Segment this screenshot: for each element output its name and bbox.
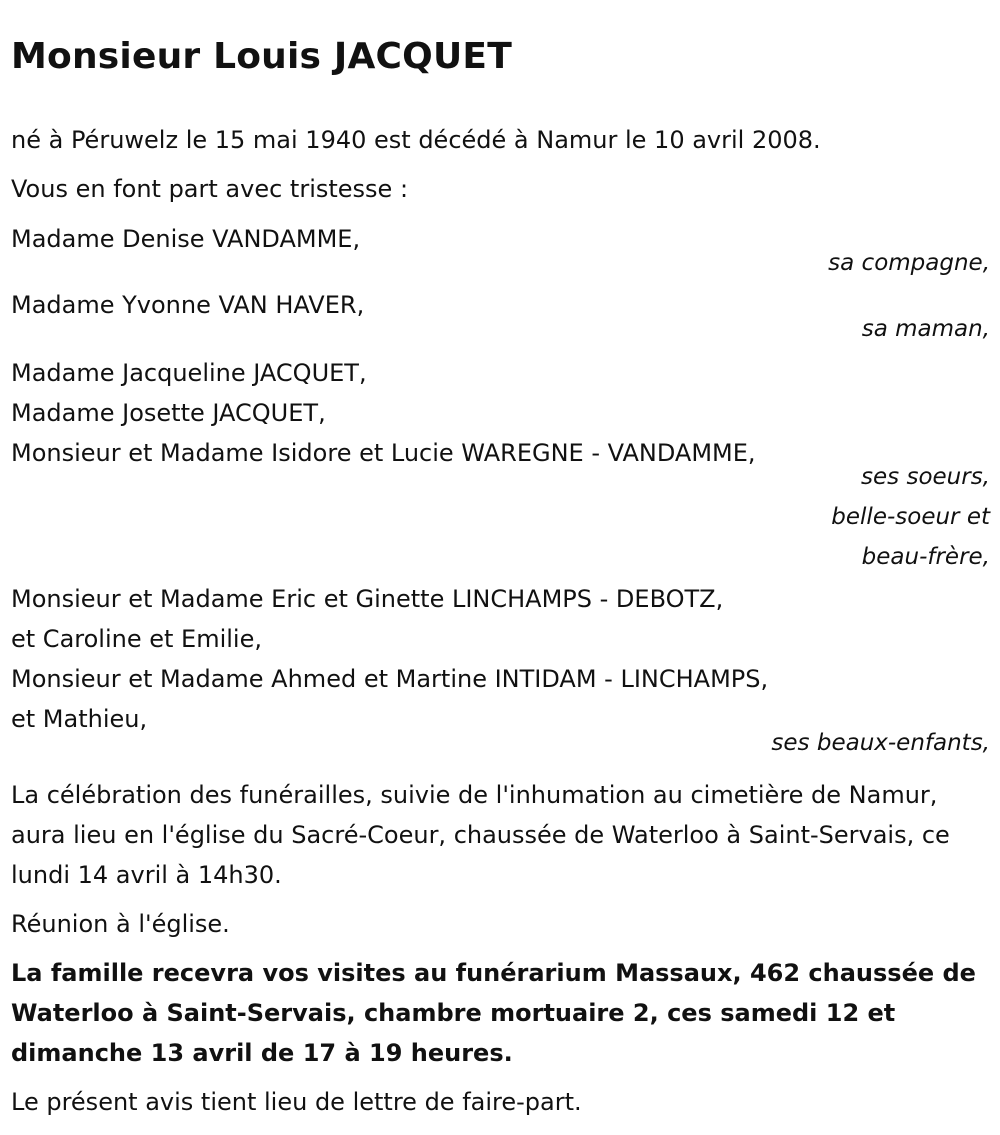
funeral-paragraph: La célébration des funérailles, suivie de l'inhumation au cimetière de Namur, aura lieu en l'église du Sacré-Coeur, chaussée de Waterloo à Saint-Servais, ce lundi 14 avril à 14h30. (11, 781, 950, 889)
family-group-stepchildren (11, 579, 990, 763)
relation-label: ses soeurs, (861, 464, 990, 490)
notice-title: Monsieur Louis JACQUET (11, 36, 512, 77)
visits-paragraph: La famille recevra vos visites au funérarium Massaux, 462 chaussée de Waterloo à Saint-Servais, chambre mortuaire 2, ces samedi 12 et dimanche 13 avril de 17 à 19 heures. (11, 959, 976, 1067)
relation-label: beau-frère, (861, 544, 990, 570)
meeting-line: Réunion à l'église. (11, 910, 230, 938)
family-name: Madame Josette JACQUET, (11, 399, 326, 427)
announcement-line: Vous en font part avec tristesse : (11, 175, 409, 203)
family-name: et Caroline et Emilie, (11, 625, 262, 653)
family-name: Madame Denise VANDAMME, (11, 225, 361, 253)
family-name: Madame Yvonne VAN HAVER, (11, 291, 365, 319)
family-group-companion (11, 219, 990, 283)
relation-label: ses beaux-enfants, (771, 730, 990, 756)
family-group-mother (11, 285, 990, 349)
closing-line: Le présent avis tient lieu de lettre de faire-part. (11, 1088, 582, 1116)
relation-label: belle-soeur et (831, 504, 990, 530)
family-name: et Mathieu, (11, 705, 148, 733)
family-name: Madame Jacqueline JACQUET, (11, 359, 367, 387)
relation-label: sa maman, (861, 316, 990, 342)
family-name: Monsieur et Madame Eric et Ginette LINCHAMPS - DEBOTZ, (11, 585, 724, 613)
birth-death-line: né à Péruwelz le 15 mai 1940 est décédé à Namur le 10 avril 2008. (11, 126, 821, 154)
family-group-sisters (11, 353, 990, 577)
family-name: Monsieur et Madame Isidore et Lucie WAREGNE - VANDAMME, (11, 439, 756, 467)
family-name: Monsieur et Madame Ahmed et Martine INTIDAM - LINCHAMPS, (11, 665, 769, 693)
relation-label: sa compagne, (828, 250, 990, 276)
